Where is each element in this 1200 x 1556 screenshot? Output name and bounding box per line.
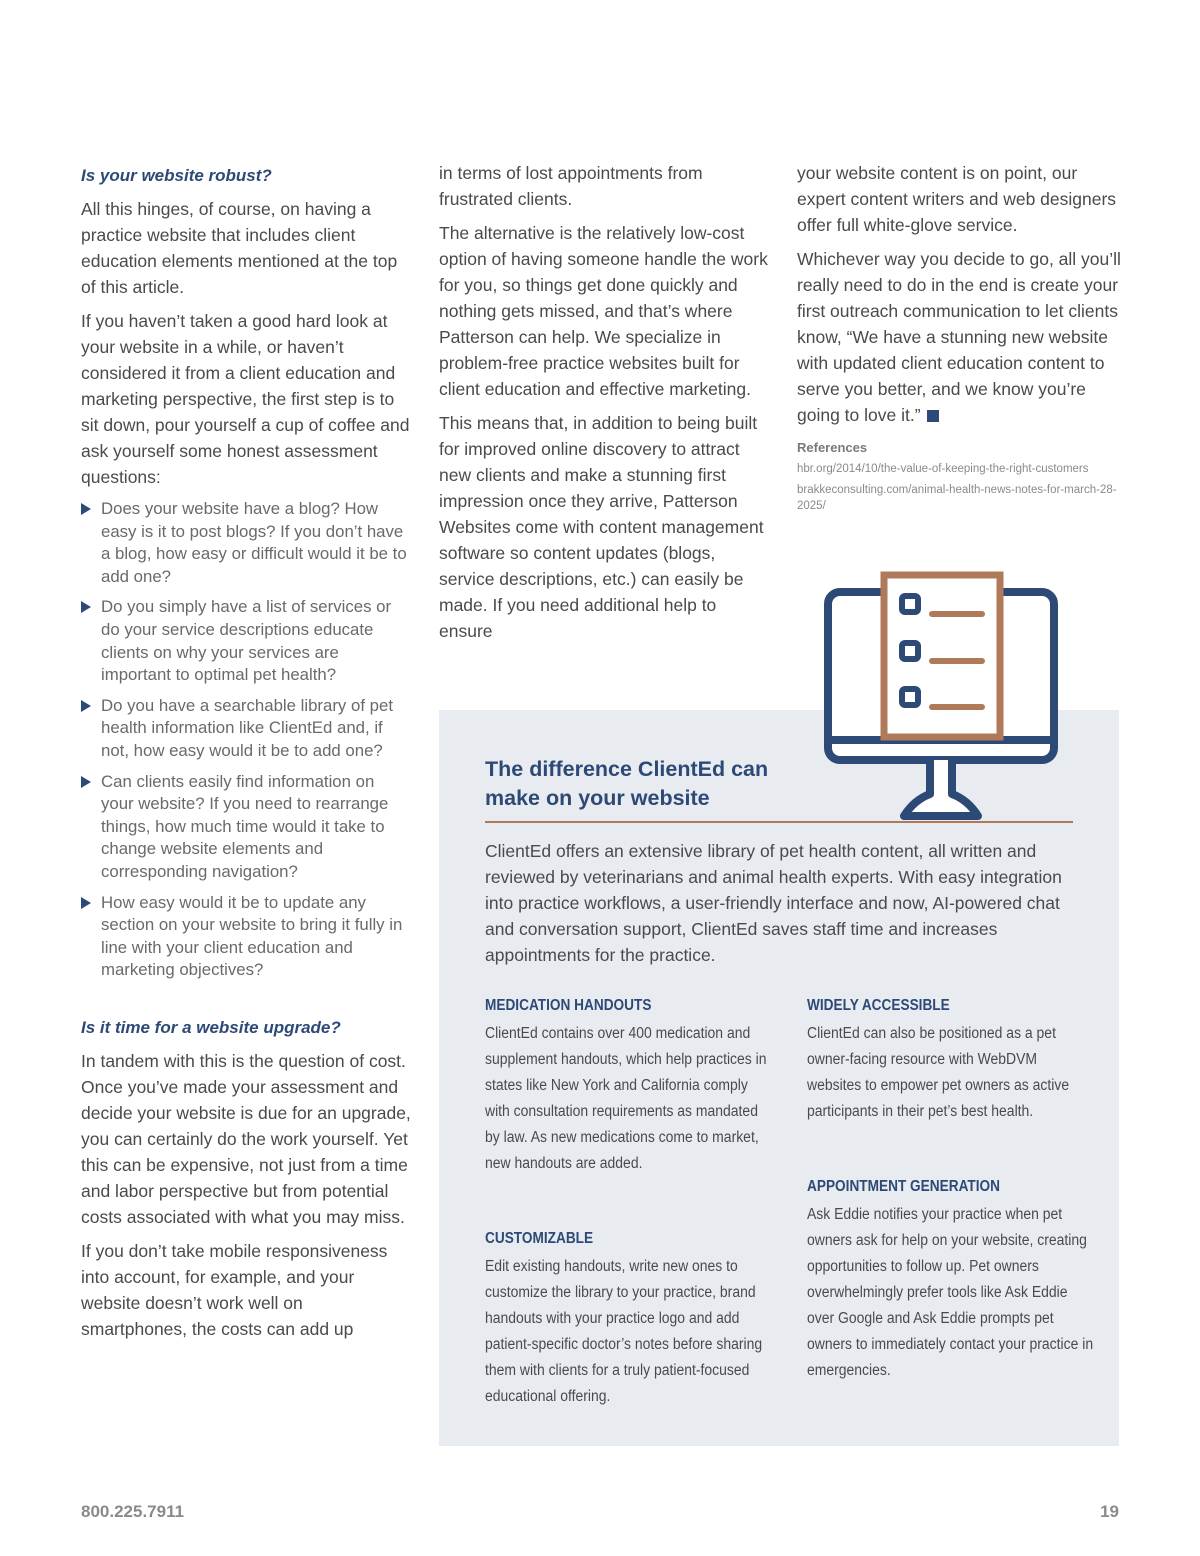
list-item: How easy would it be to update any section on your website to bring it fully in line with your client education and marketing objectives?	[81, 892, 411, 982]
end-square-icon	[927, 410, 939, 422]
list-item: Can clients easily find information on your website? If you need to rearrange things, how much time would it take to change website elements and corresponding navigation?	[81, 771, 411, 884]
paragraph: Whichever way you decide to go, all you’ll really need to do in the end is create your first outreach communication to let clients know, “We have a stunning new website with updated client education content to serve you better, and we know you’re going to love it.”	[797, 249, 1121, 425]
triangle-bullet-icon	[81, 776, 91, 788]
column-middle	[439, 160, 769, 652]
paragraph: your website content is on point, our expert content writers and web designers offer full white-glove service.	[797, 163, 1117, 235]
list-item: Does your website have a blog? How easy is it to post blogs? If you don’t have a blog, how easy or difficult would it be to add one?	[81, 498, 411, 588]
paragraph: This means that, in addition to being built for improved online discovery to attract new clients and make a stunning first impression once they arrive, Patterson Websites come with content management software so content updates (blogs, service descriptions, etc.) can easily be made. If you need additional help to ensure	[439, 413, 764, 641]
triangle-bullet-icon	[81, 700, 91, 712]
heading-website-robust: Is your website robust?	[81, 166, 272, 185]
footer-phone: 800.225.7911	[81, 1502, 185, 1521]
monitor-checklist-icon	[818, 570, 1068, 830]
paragraph: The alternative is the relatively low-cost option of having someone handle the work for you, so things get done quickly and nothing gets missed, and that’s where Patterson can help. We specialize in problem-free practice websites built for client education and effective marketing.	[439, 223, 768, 399]
feature-widely-accessible	[807, 995, 1107, 1125]
feature-heading: WIDELY ACCESSIBLE	[807, 997, 950, 1014]
paragraph: If you haven’t taken a good hard look at your website in a while, or haven’t considered it from a client education and marketing perspective, the first step is to sit down, pour yourself a cup of coffee and ask yourself some honest assessment questions:	[81, 311, 410, 487]
feature-appointment-generation	[807, 1176, 1107, 1384]
feature-body: ClientEd can also be positioned as a pet owner-facing resource with WebDVM websites to empower pet owners as active participants in their pet’s best health.	[807, 1025, 1070, 1120]
column-left	[81, 160, 411, 1350]
column-right	[797, 160, 1127, 519]
feature-heading: APPOINTMENT GENERATION	[807, 1178, 1000, 1195]
feature-body: Ask Eddie notifies your practice when pet owners ask for help on your website, creating opportunities to follow up. Pet owners overwhelmingly prefer tools like Ask Eddie over Google and Ask Eddie prompts pet owners to immediately contact your practice in emergencies.	[807, 1206, 1094, 1379]
callout-title: The difference ClientEd can make on your website	[485, 757, 769, 810]
feature-heading: MEDICATION HANDOUTS	[485, 997, 652, 1014]
reference-link[interactable]: hbr.org/2014/10/the-value-of-keeping-the-right-customers	[797, 463, 1089, 475]
list-item: Do you have a searchable library of pet health information like ClientEd and, if not, how easy would it be to add one?	[81, 695, 411, 763]
paragraph: in terms of lost appointments from frustrated clients.	[439, 163, 703, 209]
page-number: 19	[1100, 1502, 1119, 1521]
feature-body: Edit existing handouts, write new ones to customize the library to your practice, brand handouts with your practice logo and add patient-specific doctor’s notes before sharing them with clients for a truly patient-focused educational offering.	[485, 1258, 763, 1405]
triangle-bullet-icon	[81, 601, 91, 613]
paragraph: In tandem with this is the question of cost. Once you’ve made your assessment and decide your website is due for an upgrade, you can certainly do the work yourself. Yet this can be expensive, not just from a time and labor perspective but from potential costs associated with what you may miss.	[81, 1050, 411, 1227]
assessment-questions-list	[81, 498, 411, 982]
heading-website-upgrade: Is it time for a website upgrade?	[81, 1017, 341, 1037]
feature-heading: CUSTOMIZABLE	[485, 1230, 594, 1247]
triangle-bullet-icon	[81, 897, 91, 909]
paragraph: All this hinges, of course, on having a practice website that includes client education elements mentioned at the top of this article.	[81, 199, 398, 297]
triangle-bullet-icon	[81, 503, 91, 515]
feature-medication-handouts	[485, 995, 785, 1177]
feature-body: ClientEd contains over 400 medication and supplement handouts, which help practices in states like New York and California comply with consultation requirements as mandated by law. As new medications come to market, new handouts are added.	[485, 1025, 767, 1172]
feature-customizable	[485, 1228, 785, 1410]
paragraph: If you don’t take mobile responsiveness into account, for example, and your website doesn’t work well on smartphones, the costs can add up	[81, 1240, 388, 1339]
list-item: Do you simply have a list of services or do your service descriptions educate clients on why your services are important to optimal pet health?	[81, 596, 411, 686]
references-heading: References	[797, 440, 868, 455]
reference-link[interactable]: brakkeconsulting.com/animal-health-news-notes-for-march-28-2025/	[797, 484, 1117, 512]
callout-intro: ClientEd offers an extensive library of pet health content, all written and reviewed by veterinarians and animal health experts. With easy integration into practice workflows, a user-friendly interface and now, AI-powered chat and conversation support, ClientEd saves staff time and increases appointments for the practice.	[485, 841, 1062, 965]
